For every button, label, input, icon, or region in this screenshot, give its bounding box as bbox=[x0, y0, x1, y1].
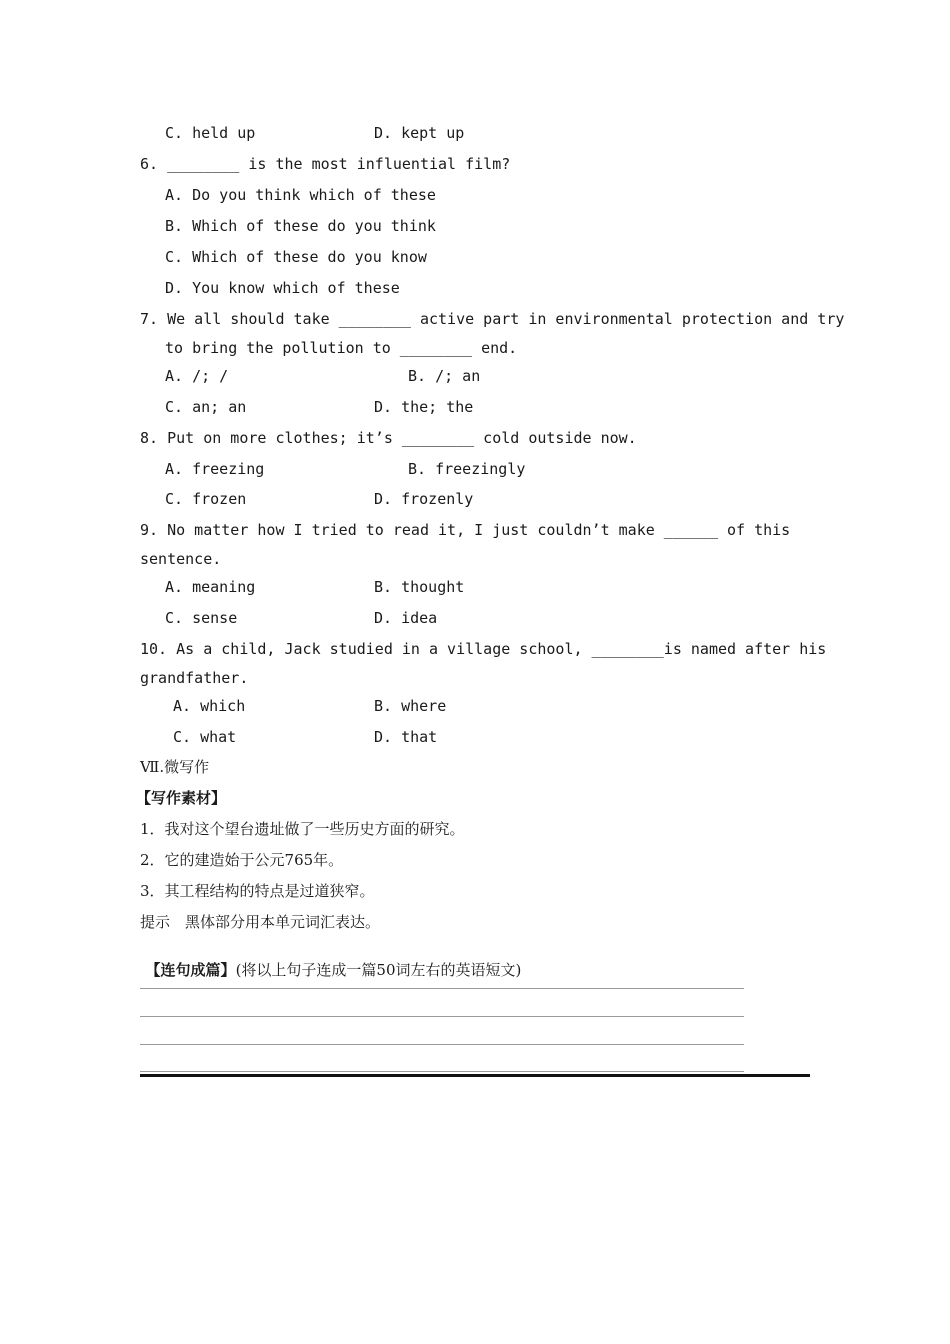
q9-stem-line2: sentence. bbox=[140, 550, 222, 568]
q10-option-b: B. where bbox=[374, 697, 447, 715]
compose-line bbox=[136, 943, 521, 979]
q10-option-c: C. what bbox=[173, 728, 237, 746]
hint-text: 提示 黑体部分用本单元词汇表达。 bbox=[140, 913, 381, 931]
q5-option-d: D. kept up bbox=[374, 124, 465, 142]
material-title: 【写作素材】 bbox=[136, 789, 227, 807]
q10-option-a: A. which bbox=[173, 697, 246, 715]
q5-option-c: C. held up bbox=[165, 124, 256, 142]
answer-line-1[interactable] bbox=[140, 988, 744, 989]
answer-line-3[interactable] bbox=[140, 1044, 744, 1045]
q7-option-c: C. an; an bbox=[165, 398, 247, 416]
answer-line-4[interactable] bbox=[140, 1071, 744, 1072]
q7-stem-line2: to bring the pollution to ________ end. bbox=[165, 339, 518, 357]
compose-note: (将以上句子连成一篇50词左右的英语短文) bbox=[235, 961, 522, 979]
q6-stem: 6. ________ is the most influential film? bbox=[140, 155, 511, 173]
answer-line-2[interactable] bbox=[140, 1016, 744, 1017]
material-item-1: 1．我对这个望台遗址做了一些历史方面的研究。 bbox=[140, 820, 465, 838]
section-end-rule bbox=[140, 1074, 810, 1077]
material-item-2: 2．它的建造始于公元765年。 bbox=[140, 851, 344, 869]
q7-option-b: B. /; an bbox=[408, 367, 481, 385]
q8-option-c: C. frozen bbox=[165, 490, 247, 508]
q6-option-a: A. Do you think which of these bbox=[165, 186, 436, 204]
q9-option-d: D. idea bbox=[374, 609, 438, 627]
q8-option-a: A. freezing bbox=[165, 460, 265, 478]
q6-option-c: C. Which of these do you know bbox=[165, 248, 427, 266]
q7-stem-line1: 7. We all should take ________ active part in environmental protection and try bbox=[140, 310, 845, 328]
q9-option-a: A. meaning bbox=[165, 578, 256, 596]
compose-title: 【连句成篇】 bbox=[145, 961, 236, 979]
q9-stem-line1: 9. No matter how I tried to read it, I just couldn’t make ______ of this bbox=[140, 521, 791, 539]
material-item-3: 3．其工程结构的特点是过道狭窄。 bbox=[140, 882, 375, 900]
q8-stem: 8. Put on more clothes; it’s ________ cold outside now. bbox=[140, 429, 637, 447]
q10-option-d: D. that bbox=[374, 728, 438, 746]
q7-option-a: A. /; / bbox=[165, 367, 229, 385]
q9-option-b: B. thought bbox=[374, 578, 465, 596]
q9-option-c: C. sense bbox=[165, 609, 238, 627]
q7-option-d: D. the; the bbox=[374, 398, 474, 416]
q10-stem-line2: grandfather. bbox=[140, 669, 249, 687]
section-heading: Ⅶ.微写作 bbox=[140, 758, 210, 776]
q8-option-b: B. freezingly bbox=[408, 460, 526, 478]
q8-option-d: D. frozenly bbox=[374, 490, 474, 508]
q10-stem-line1: 10. As a child, Jack studied in a village school, ________is named after his bbox=[140, 640, 827, 658]
q6-option-d: D. You know which of these bbox=[165, 279, 400, 297]
q6-option-b: B. Which of these do you think bbox=[165, 217, 436, 235]
